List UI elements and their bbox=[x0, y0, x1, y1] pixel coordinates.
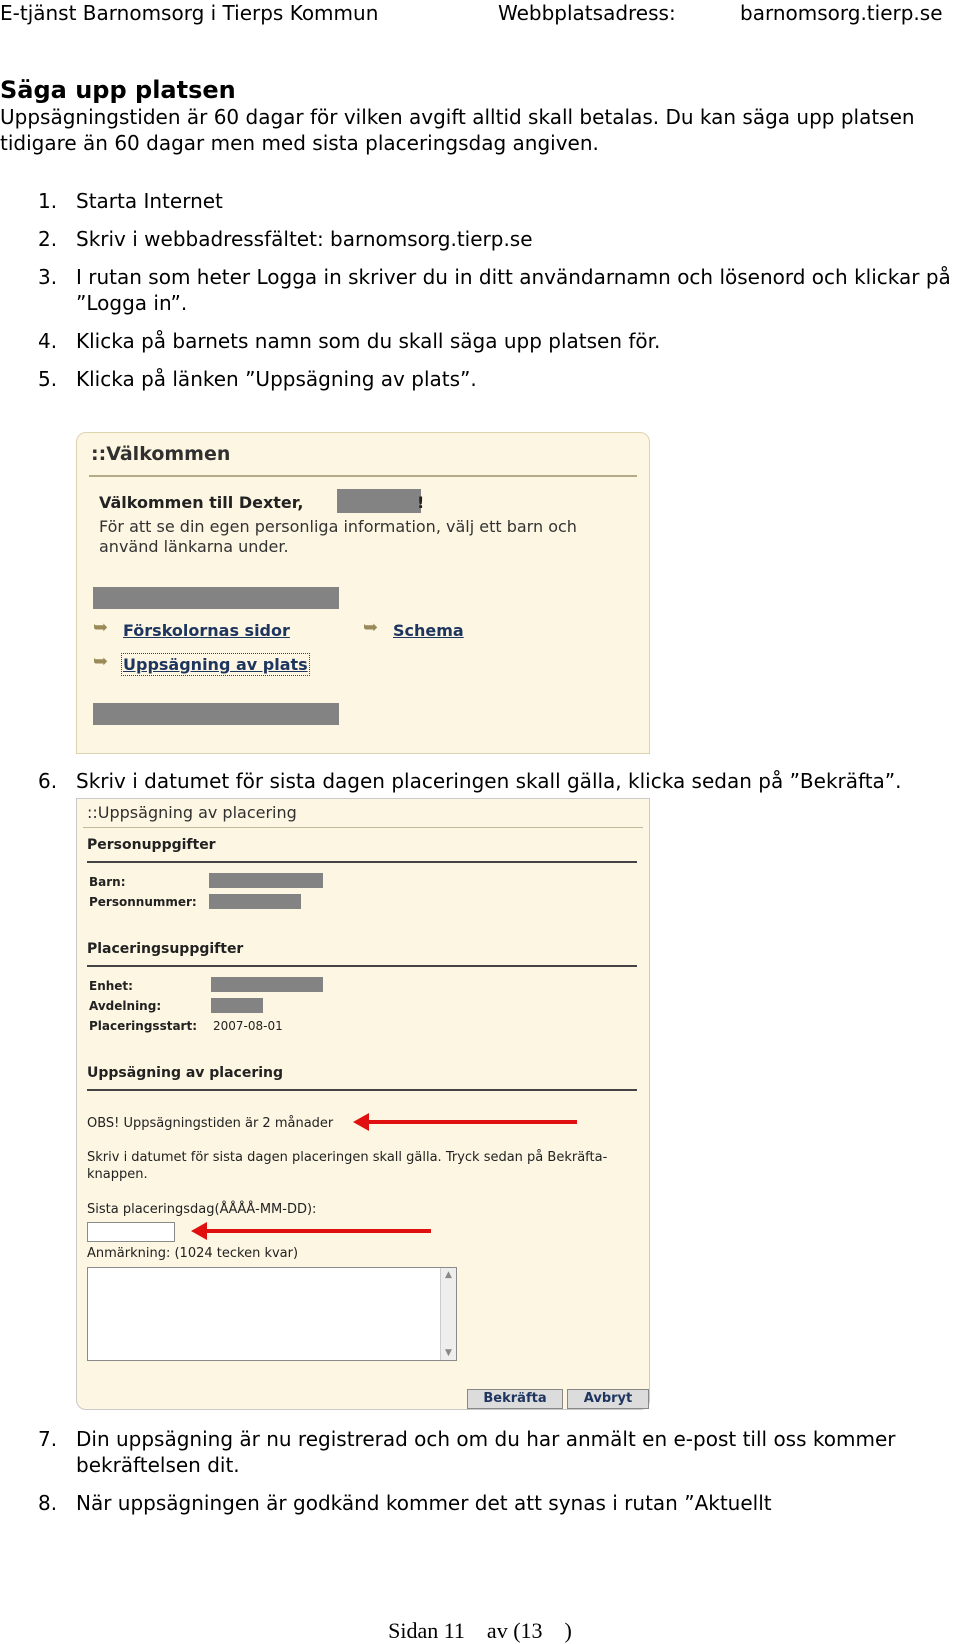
link-schedule[interactable]: Schema bbox=[393, 621, 464, 640]
pnr-label: Personnummer: bbox=[89, 895, 197, 909]
step-number: 4. bbox=[38, 329, 58, 353]
unit-label: Enhet: bbox=[89, 979, 133, 993]
remark-label: Anmärkning: (1024 tecken kvar) bbox=[87, 1246, 299, 1261]
confirm-button[interactable]: Bekräfta bbox=[467, 1389, 563, 1409]
scroll-up-icon[interactable]: ▲ bbox=[445, 1270, 452, 1280]
welcome-description: För att se din egen personliga information, välj ett barn och använd länkarna under. bbox=[99, 517, 577, 556]
header-service: E-tjänst Barnomsorg i Tierps Kommun bbox=[0, 1, 379, 25]
step-number: 3. bbox=[38, 265, 58, 289]
termination-section-title: Uppsägning av placering bbox=[87, 1065, 284, 1081]
welcome-greeting: Välkommen till Dexter, bbox=[99, 493, 304, 512]
redacted-name bbox=[337, 489, 421, 513]
date-label: Sista placeringsdag(ÅÅÅÅ-MM-DD): bbox=[87, 1202, 317, 1217]
divider bbox=[87, 965, 637, 967]
step-number: 2. bbox=[38, 227, 58, 251]
link-termination[interactable]: Uppsägning av plats bbox=[123, 655, 308, 674]
header-address-label: Webbplatsadress: bbox=[498, 1, 676, 25]
link-preschool-pages[interactable]: Förskolornas sidor bbox=[123, 621, 290, 640]
start-label: Placeringsstart: bbox=[89, 1019, 197, 1033]
divider bbox=[87, 1089, 637, 1091]
redacted-pnr bbox=[209, 894, 301, 909]
remark-textarea[interactable] bbox=[87, 1267, 457, 1361]
termination-title: ::Uppsägning av placering bbox=[87, 803, 297, 822]
instruction-text: Skriv i datumet för sista dagen placeringen skall gälla. Tryck sedan på Bekräfta-knappen. bbox=[87, 1150, 608, 1182]
placement-section-title: Placeringsuppgifter bbox=[87, 941, 244, 957]
intro-text: Uppsägningstiden är 60 dagar för vilken avgift alltid skall betalas. Du kan säga upp platsen tidigare än 60 dagar men med sista placeringsdag angiven. bbox=[0, 105, 915, 155]
step-text: När uppsägningen är godkänd kommer det att synas i rutan ”Aktuellt bbox=[76, 1491, 772, 1515]
page-header bbox=[0, 0, 960, 26]
step-text: Skriv i webbadressfältet: barnomsorg.tierp.se bbox=[76, 227, 533, 251]
welcome-title: ::Välkommen bbox=[91, 443, 231, 465]
welcome-greeting-end: ! bbox=[417, 493, 425, 512]
page-footer: Sidan 11 av (13 ) bbox=[388, 1618, 572, 1643]
arrow-icon: ➥ bbox=[93, 651, 109, 672]
redacted-dept bbox=[211, 998, 263, 1013]
step-text: Skriv i datumet för sista dagen placeringen skall gälla, klicka sedan på ”Bekräfta”. bbox=[76, 769, 902, 793]
termination-screenshot bbox=[76, 798, 650, 1410]
redacted-child-name-2 bbox=[93, 703, 339, 725]
step-number: 5. bbox=[38, 367, 58, 391]
page-title: Säga upp platsen bbox=[0, 76, 236, 104]
step-number: 7. bbox=[38, 1427, 58, 1451]
redacted-child-name bbox=[93, 587, 339, 609]
divider bbox=[89, 475, 637, 477]
personal-section-title: Personuppgifter bbox=[87, 837, 216, 853]
step-text: I rutan som heter Logga in skriver du in ditt användarnamn och lösenord och klickar på ”Logga in”. bbox=[76, 265, 951, 315]
step-text: Klicka på barnets namn som du skall säga upp platsen för. bbox=[76, 329, 661, 353]
dept-label: Avdelning: bbox=[89, 999, 162, 1013]
arrow-icon: ➥ bbox=[363, 617, 379, 638]
header-address: barnomsorg.tierp.se bbox=[740, 1, 943, 25]
red-arrow-icon bbox=[367, 1120, 577, 1124]
start-value: 2007-08-01 bbox=[213, 1019, 283, 1033]
step-number: 1. bbox=[38, 189, 58, 213]
step-text: Starta Internet bbox=[76, 189, 223, 213]
redacted-unit bbox=[211, 977, 323, 992]
last-day-input[interactable] bbox=[87, 1222, 175, 1242]
welcome-screenshot bbox=[76, 432, 650, 754]
step-text: Din uppsägning är nu registrerad och om du har anmält en e-post till oss kommer bekräftelsen dit. bbox=[76, 1427, 896, 1477]
red-arrow-icon bbox=[205, 1229, 431, 1233]
redacted-child bbox=[209, 873, 323, 888]
divider bbox=[87, 861, 637, 863]
scroll-down-icon[interactable]: ▼ bbox=[445, 1348, 452, 1358]
step-number: 6. bbox=[38, 769, 58, 793]
divider bbox=[83, 827, 643, 828]
step-text: Klicka på länken ”Uppsägning av plats”. bbox=[76, 367, 477, 391]
child-label: Barn: bbox=[89, 875, 126, 889]
notice-text: OBS! Uppsägningstiden är 2 månader bbox=[87, 1116, 334, 1131]
step-number: 8. bbox=[38, 1491, 58, 1515]
arrow-icon: ➥ bbox=[93, 617, 109, 638]
cancel-button[interactable]: Avbryt bbox=[567, 1389, 649, 1409]
